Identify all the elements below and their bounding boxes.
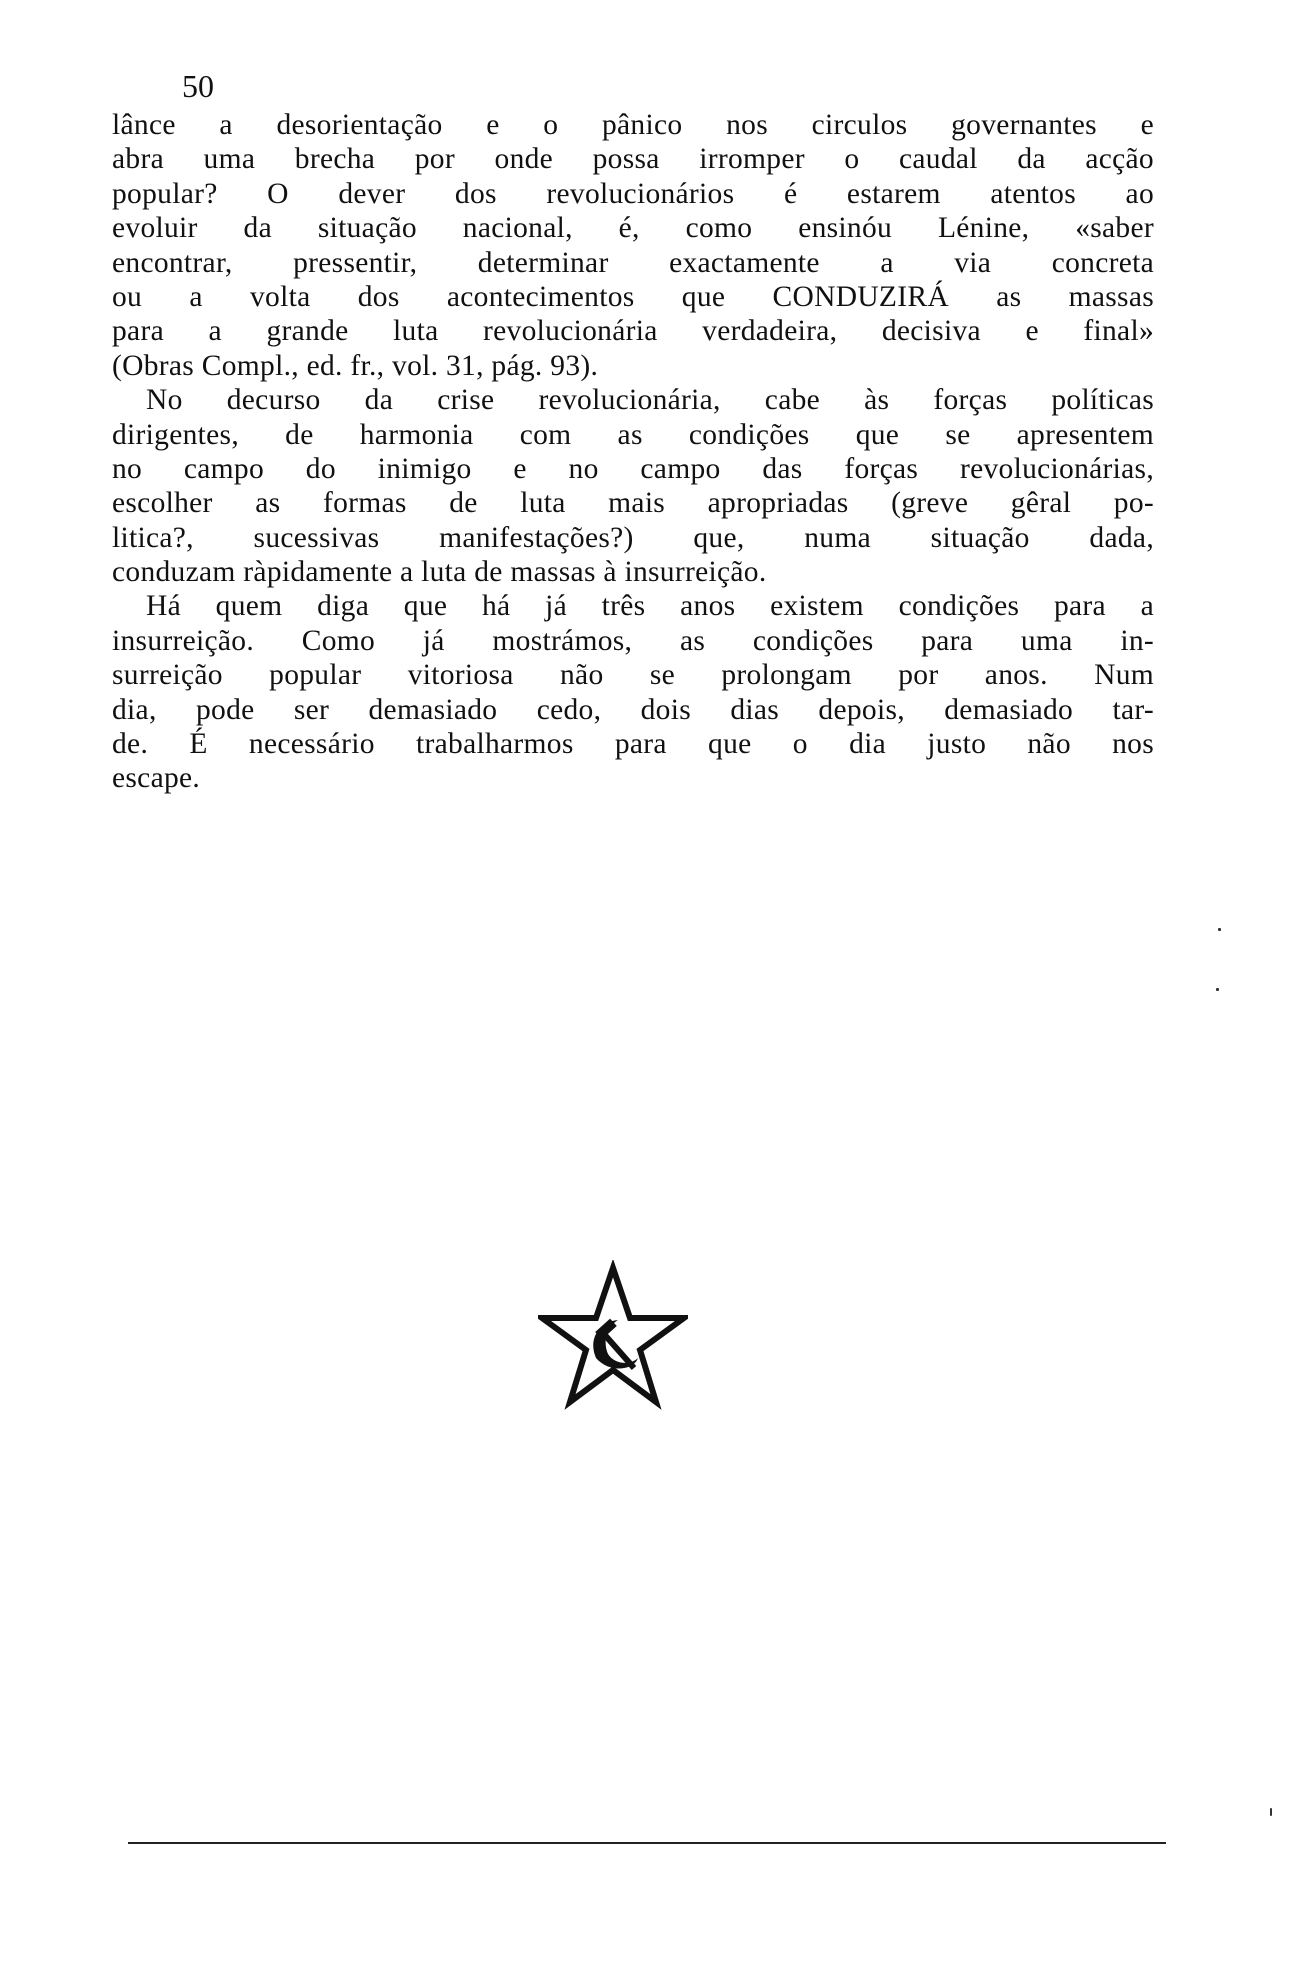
text-line: insurreição. Como já mostrámos, as condições para uma in- bbox=[112, 624, 1154, 657]
text-line: conduzam ràpidamente a luta de massas à insurreição. bbox=[112, 556, 767, 589]
scan-speck bbox=[1218, 928, 1221, 931]
text-line: surreição popular vitoriosa não se prolongam por anos. Num bbox=[112, 659, 1154, 692]
text-line: dirigentes, de harmonia com as condições que se apresentem bbox=[112, 418, 1154, 451]
text-line: lânce a desorientação e o pânico nos circulos governantes e bbox=[112, 109, 1154, 141]
text-line: (Obras Compl., ed. fr., vol. 31, pág. 93). bbox=[112, 349, 599, 382]
star-hammer-sickle-icon bbox=[538, 1260, 688, 1410]
scan-speck bbox=[1270, 1808, 1272, 1816]
text-line: no campo do inimigo e no campo das forças revolucionárias, bbox=[112, 452, 1154, 485]
text-line: para a grande luta revolucionária verdadeira, decisiva e final» bbox=[112, 315, 1154, 348]
text-line: abra uma brecha por onde possa irromper o caudal da acção bbox=[112, 143, 1154, 176]
text-line: encontrar, pressentir, determinar exactamente a via concreta bbox=[112, 246, 1154, 279]
text-line: de. É necessário trabalharmos para que o dia justo não nos bbox=[112, 728, 1154, 761]
body-text bbox=[112, 108, 1154, 796]
text-line: evoluir da situação nacional, é, como ensinóu Lénine, «saber bbox=[112, 212, 1154, 245]
text-line: Há quem diga que há já três anos existem condições para a bbox=[146, 590, 1154, 623]
text-line: litica?, sucessivas manifestações?) que, numa situação dada, bbox=[112, 521, 1154, 554]
text-line: No decurso da crise revolucionária, cabe às forças políticas bbox=[146, 384, 1154, 417]
text-line: ou a volta dos acontecimentos que CONDUZIRÁ as massas bbox=[112, 280, 1154, 313]
text-line: popular? O dever dos revolucionários é estarem atentos ao bbox=[112, 177, 1154, 210]
text-line: escape. bbox=[112, 762, 201, 795]
page-number: 50 bbox=[182, 68, 214, 104]
scan-speck bbox=[1216, 988, 1219, 991]
text-line: escolher as formas de luta mais apropriadas (greve gêral po- bbox=[112, 487, 1154, 520]
footer-rule bbox=[128, 1842, 1166, 1844]
text-line: dia, pode ser demasiado cedo, dois dias depois, demasiado tar- bbox=[112, 693, 1154, 726]
